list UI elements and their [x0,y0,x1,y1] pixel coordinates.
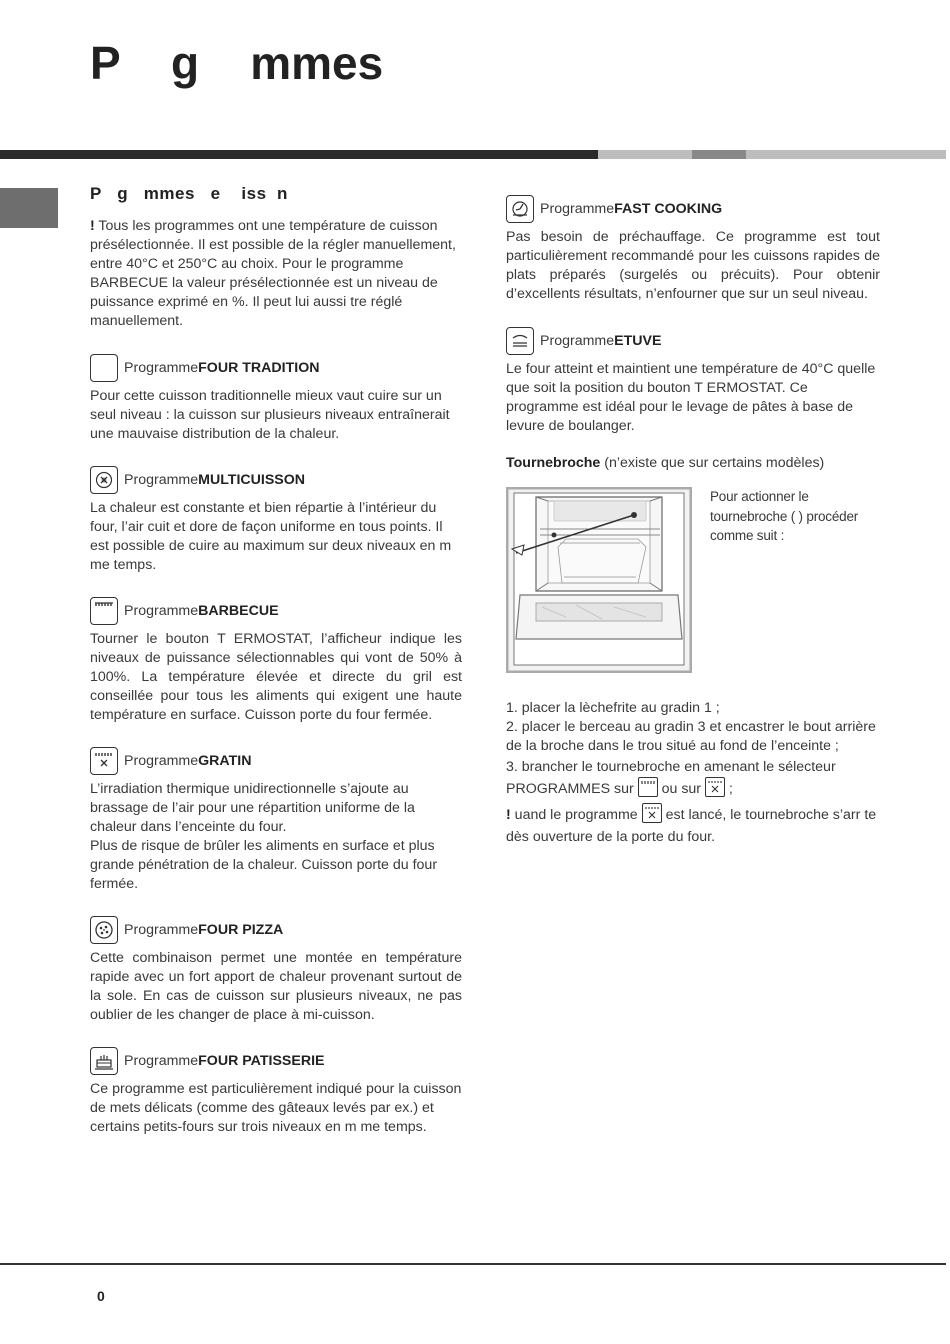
program-label: Programme [540,332,615,349]
oven-rotisserie-illustration [506,487,692,673]
pizza-icon [90,916,118,944]
program-four-pizza [90,915,462,1025]
program-description: L’irradiation thermique unidirectionnelle s’ajoute au brassage de l’air pour une répartition uniforme de la chaleur dans l’enceinte du four. Plus de risque de brûler les aliments en surface et plus grande pénétration de la chaleur. Cuisson porte du four fermée. [90,781,438,892]
step-3-text: 3. brancher le tournebroche en amenant le sélecteur PROGRAMMES sur [506,759,836,797]
intro-text: Tous les programmes ont une température de cuisson présélectionnée. Il est possible de la régler manuellement, entre 40°C et 250°C au choix. Pour le programme BARBECUE la valeur présélectionnée est un niveau de puissance exprimé en %. Il peut lui aussi tre réglé manuellement. [90,218,456,329]
program-fast-cooking [506,194,880,304]
grill-icon [90,597,118,625]
tournebroche-steps [506,699,880,848]
note-text-a: uand le programme [510,807,642,823]
tournebroche-note [506,804,880,848]
right-column [506,194,880,848]
page-title: P g mmes [90,37,384,89]
page-number: 0 [97,1288,105,1304]
grill-fan-icon [705,777,725,797]
tournebroche-figure [506,487,880,673]
program-etuve [506,326,880,436]
program-name: ETUVE [614,332,662,349]
warning-mark: ! [90,218,95,234]
tournebroche-subtitle: (n’existe que sur certains modèles) [600,455,825,471]
pastry-icon [90,1047,118,1075]
step-1: 1. placer la lèchefrite au gradin 1 ; [506,700,720,716]
fast-cooking-icon [506,195,534,223]
note-text-b: est lancé, le tournebroche s’arr te dès ouverture de la porte du four. [506,807,877,845]
step-3-end: ; [724,781,733,797]
program-description: Pas besoin de préchauffage. Ce programme est tout particulièrement recommandé pour les cuissons rapides de plats préparés (surgelés ou précuits). Pour obtenir d’excellents résultats, n’enfourner que sur un seul niveau. [506,229,880,302]
tournebroche-heading [506,454,880,473]
program-name: FOUR PIZZA [198,921,284,938]
language-tab [0,188,58,228]
section-title: P g mmes e iss n [90,184,288,203]
header-band-light [598,150,946,159]
tournebroche-caption: Pour actionner le tournebroche ( ) procéder comme suit : [710,489,859,543]
step-3 [506,756,880,800]
footer-divider [0,1263,946,1265]
grill-icon [638,777,658,797]
program-label: Programme [124,752,199,769]
program-gratin [90,746,462,894]
program-name: FOUR PATISSERIE [198,1052,325,1069]
warning-mark: ! [506,807,511,823]
intro-paragraph [90,217,462,331]
program-name: FAST COOKING [614,200,723,217]
program-label: Programme [124,471,199,488]
program-description: Le four atteint et maintient une température de 40°C quelle que soit la position du bouton T ERMOSTAT. Ce programme est idéal pour le levage de pâtes à base de levure de boulanger. [506,361,876,434]
program-description: Cette combinaison permet une montée en température rapide avec un fort apport de chaleur provenant surtout de la sole. En cas de cuisson sur plusieurs niveaux, ne pas oublier de les changer de place à mi-cuisson. [90,950,462,1023]
program-description: Ce programme est particulièrement indiqué pour la cuisson de mets délicats (comme des gâteaux levés par ex.) et certains petits-fours sur trois niveaux en m me temps. [90,1081,462,1135]
program-description: Pour cette cuisson traditionnelle mieux vaut cuire sur un seul niveau : la cuisson sur plusieurs niveaux entraînerait une mauvaise distribution de la chaleur. [90,388,450,442]
header-band-dark [0,150,598,159]
program-barbecue [90,596,462,725]
program-label: Programme [124,359,199,376]
program-four-patisserie [90,1046,462,1137]
program-label: Programme [540,200,615,217]
program-label: Programme [124,921,199,938]
grill-fan-icon [90,747,118,775]
program-label: Programme [124,602,199,619]
step-3-or: ou sur [657,781,705,797]
program-four-tradition [90,353,462,444]
program-name: GRATIN [198,752,252,769]
header-band-marker [692,150,746,159]
program-description: Tourner le bouton T ERMOSTAT, l’afficheur indique les niveaux de puissance sélectionnables qui vont de 50% à 100%. La température élevée et directe du gril est conseillée pour tous les aliments qui exigent une haute température en surface. Cuisson porte du four fermée. [90,631,462,723]
program-name: MULTICUISSON [198,471,306,488]
program-multicuisson [90,465,462,575]
fan-oven-icon [90,466,118,494]
left-column [90,184,462,1137]
proofing-icon [506,327,534,355]
traditional-oven-icon [90,354,118,382]
grill-fan-icon [642,803,662,823]
program-name: FOUR TRADITION [198,359,320,376]
program-name: BARBECUE [198,602,279,619]
step-2: 2. placer le berceau au gradin 3 et encastrer le bout arrière de la broche dans le trou situé au fond de l’enceinte ; [506,719,876,754]
program-label: Programme [124,1052,199,1069]
program-description: La chaleur est constante et bien répartie à l’intérieur du four, l’air cuit et dore de façon uniforme en tous points. Il est possible de cuire au maximum sur deux niveaux en m me temps. [90,500,452,573]
tournebroche-title: Tournebroche [506,455,601,471]
